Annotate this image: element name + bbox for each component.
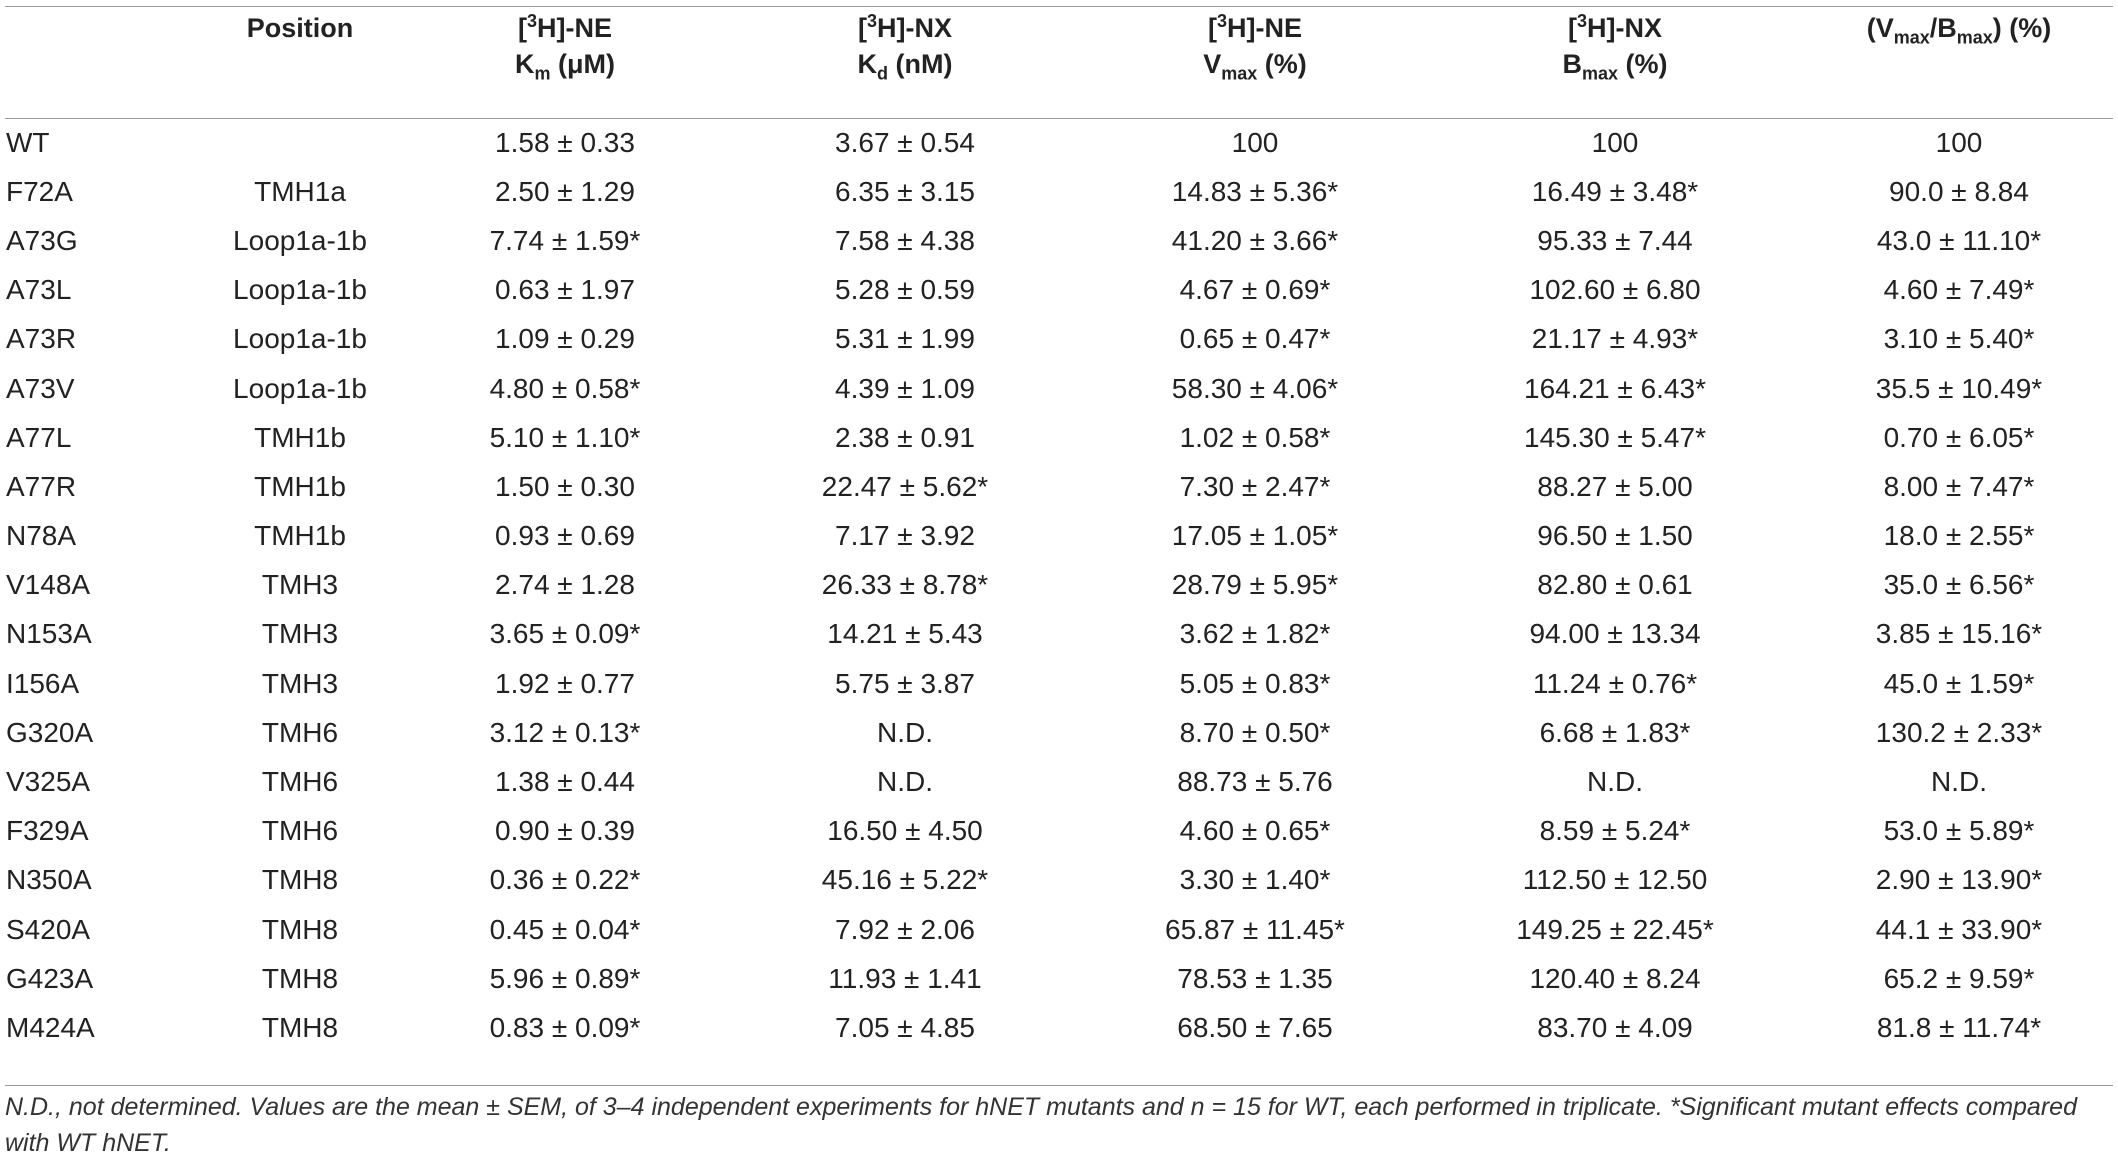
bottom-rule bbox=[5, 1085, 2113, 1086]
ne-vmax-cell: 0.65 ± 0.47* bbox=[1179, 323, 1331, 355]
nx-bmax-cell: 149.25 ± 22.45* bbox=[1516, 913, 1714, 945]
table-row bbox=[0, 905, 2118, 954]
nx-kd-cell: 2.38 ± 0.91 bbox=[835, 421, 975, 453]
nx-bmax-cell: 8.59 ± 5.24* bbox=[1539, 815, 1691, 847]
nx-bmax-cell: 21.17 ± 4.93* bbox=[1531, 323, 1699, 355]
ne-km-cell: 3.12 ± 0.13* bbox=[489, 716, 641, 748]
nx-bmax-cell: 94.00 ± 13.34 bbox=[1529, 618, 1701, 650]
ne-vmax-cell: 17.05 ± 1.05* bbox=[1171, 520, 1339, 552]
nx-kd-cell: 7.92 ± 2.06 bbox=[835, 913, 975, 945]
nx-kd-cell: N.D. bbox=[877, 766, 933, 798]
ne-km-cell: 3.65 ± 0.09* bbox=[489, 618, 641, 650]
nx-bmax-cell: N.D. bbox=[1587, 766, 1643, 798]
header-vmax-bmax-ratio: $(V_{max}/B_{max})$ (%) bbox=[1866, 13, 2052, 48]
ne-km-cell: 0.63 ± 1.97 bbox=[495, 274, 635, 306]
header-nx-bmax: [$^3$H]-NX $B_{max}$ (%) bbox=[1562, 11, 1668, 84]
results-table bbox=[0, 10, 2118, 1053]
mutant-cell: A77L bbox=[6, 421, 72, 453]
ne-km-cell: 2.50 ± 1.29 bbox=[495, 175, 635, 207]
nx-kd-cell: 16.50 ± 4.50 bbox=[827, 815, 983, 847]
ratio-cell: 3.10 ± 5.40* bbox=[1883, 323, 2035, 355]
mutant-cell: I156A bbox=[6, 667, 80, 699]
nx-kd-cell: N.D. bbox=[877, 716, 933, 748]
mutant-cell: A77R bbox=[6, 470, 77, 502]
ne-km-cell: 0.45 ± 0.04* bbox=[489, 913, 641, 945]
nx-kd-cell: 6.35 ± 3.15 bbox=[835, 175, 975, 207]
nx-kd-cell: 7.05 ± 4.85 bbox=[835, 1011, 975, 1043]
table-row bbox=[0, 954, 2118, 1003]
nx-bmax-cell: 11.24 ± 0.76* bbox=[1532, 667, 1698, 699]
position-cell: TMH1b bbox=[254, 421, 346, 453]
ratio-cell: 2.90 ± 13.90* bbox=[1875, 864, 2043, 896]
position-cell: TMH8 bbox=[261, 962, 339, 994]
ratio-cell: 90.0 ± 8.84 bbox=[1889, 175, 2029, 207]
mutant-cell: A73L bbox=[6, 274, 72, 306]
position-cell bbox=[200, 118, 400, 167]
nx-bmax-cell: 16.49 ± 3.48* bbox=[1531, 175, 1699, 207]
ratio-cell: 81.8 ± 11.74* bbox=[1876, 1011, 2042, 1043]
ratio-cell: 65.2 ± 9.59* bbox=[1883, 962, 2035, 994]
table-row bbox=[0, 1003, 2118, 1052]
ne-vmax-cell: 41.20 ± 3.66* bbox=[1171, 224, 1339, 256]
ratio-cell: 45.0 ± 1.59* bbox=[1883, 667, 2035, 699]
position-cell: Loop1a-1b bbox=[233, 323, 367, 355]
ratio-cell: 35.5 ± 10.49* bbox=[1875, 372, 2043, 404]
table-row bbox=[0, 610, 2118, 659]
ne-vmax-cell: 88.73 ± 5.76 bbox=[1177, 766, 1333, 798]
mutant-cell: S420A bbox=[6, 913, 91, 945]
ratio-cell: 43.0 ± 11.10* bbox=[1876, 224, 2042, 256]
ne-vmax-cell: 8.70 ± 0.50* bbox=[1179, 716, 1331, 748]
nx-bmax-cell: 82.80 ± 0.61 bbox=[1537, 569, 1693, 601]
mutant-cell: M424A bbox=[6, 1011, 95, 1043]
ne-vmax-cell: 5.05 ± 0.83* bbox=[1179, 667, 1331, 699]
ne-vmax-cell: 68.50 ± 7.65 bbox=[1177, 1011, 1333, 1043]
ratio-cell: 53.0 ± 5.89* bbox=[1883, 815, 2035, 847]
ne-vmax-cell: 1.02 ± 0.58* bbox=[1179, 421, 1331, 453]
nx-kd-cell: 5.28 ± 0.59 bbox=[835, 274, 975, 306]
ratio-cell: 35.0 ± 6.56* bbox=[1883, 569, 2035, 601]
position-cell: TMH8 bbox=[261, 864, 339, 896]
table-row bbox=[0, 757, 2118, 806]
mutant-cell: N350A bbox=[6, 864, 92, 896]
position-cell: Loop1a-1b bbox=[233, 372, 367, 404]
position-cell: Loop1a-1b bbox=[233, 224, 367, 256]
table-row bbox=[0, 413, 2118, 462]
ne-km-cell: 1.50 ± 0.30 bbox=[495, 470, 635, 502]
position-cell: TMH6 bbox=[261, 716, 339, 748]
table-row bbox=[0, 118, 2118, 167]
ratio-cell: 8.00 ± 7.47* bbox=[1883, 470, 2035, 502]
ne-km-cell: 1.92 ± 0.77 bbox=[495, 667, 635, 699]
table-row bbox=[0, 315, 2118, 364]
position-cell: TMH1a bbox=[254, 175, 346, 207]
header-row bbox=[0, 10, 2118, 118]
header-ne-km: [$^3$H]-NE $K_m$ (μM) bbox=[514, 11, 615, 84]
ne-km-cell: 0.93 ± 0.69 bbox=[495, 520, 635, 552]
nx-kd-cell: 7.58 ± 4.38 bbox=[835, 224, 975, 256]
ne-km-cell: 0.83 ± 0.09* bbox=[489, 1011, 641, 1043]
ratio-cell: 44.1 ± 33.90* bbox=[1875, 913, 2043, 945]
table-row bbox=[0, 216, 2118, 265]
position-cell: TMH8 bbox=[261, 1011, 339, 1043]
nx-bmax-cell: 164.21 ± 6.43* bbox=[1524, 372, 1706, 404]
ne-km-cell: 7.74 ± 1.59* bbox=[489, 224, 641, 256]
mutant-cell: N78A bbox=[6, 520, 77, 552]
ne-km-cell: 4.80 ± 0.58* bbox=[489, 372, 641, 404]
position-cell: TMH3 bbox=[261, 667, 339, 699]
table-row bbox=[0, 708, 2118, 757]
nx-kd-cell: 5.31 ± 1.99 bbox=[835, 323, 975, 355]
mutant-cell: N153A bbox=[6, 618, 92, 650]
mutant-cell: G320A bbox=[6, 716, 94, 748]
ratio-cell: 130.2 ± 2.33* bbox=[1875, 716, 2043, 748]
mutant-cell: A73G bbox=[6, 224, 78, 256]
ratio-cell: 100 bbox=[1935, 126, 1983, 158]
mutant-cell: F329A bbox=[6, 815, 89, 847]
nx-bmax-cell: 145.30 ± 5.47* bbox=[1524, 421, 1706, 453]
ratio-cell: 0.70 ± 6.05* bbox=[1883, 421, 2035, 453]
position-cell: TMH1b bbox=[254, 470, 346, 502]
nx-kd-cell: 14.21 ± 5.43 bbox=[827, 618, 983, 650]
ne-km-cell: 1.58 ± 0.33 bbox=[495, 126, 635, 158]
header-ne-vmax: [$^3$H]-NE $V_{max}$ (%) bbox=[1203, 11, 1307, 84]
ne-vmax-cell: 7.30 ± 2.47* bbox=[1179, 470, 1331, 502]
table-footnote: N.D., not determined. Values are the mean ± SEM, of 3–4 independent experiments for hNET mutants and n = 15 for WT, each performed in triplicate. *Significant mutant effects compared with WT hNET. bbox=[5, 1093, 2077, 1157]
ratio-cell: N.D. bbox=[1931, 766, 1987, 798]
table-body bbox=[0, 118, 2118, 1053]
position-cell: TMH6 bbox=[261, 766, 339, 798]
header-mutant bbox=[0, 10, 200, 118]
mutant-cell: WT bbox=[6, 126, 50, 158]
nx-kd-cell: 22.47 ± 5.62* bbox=[821, 470, 989, 502]
ne-vmax-cell: 58.30 ± 4.06* bbox=[1171, 372, 1339, 404]
ne-km-cell: 5.10 ± 1.10* bbox=[489, 421, 641, 453]
ne-vmax-cell: 3.30 ± 1.40* bbox=[1179, 864, 1331, 896]
mutant-cell: A73R bbox=[6, 323, 77, 355]
mutant-cell: F72A bbox=[6, 175, 73, 207]
nx-kd-cell: 26.33 ± 8.78* bbox=[821, 569, 989, 601]
nx-bmax-cell: 95.33 ± 7.44 bbox=[1537, 224, 1693, 256]
header-nx-kd: [$^3$H]-NX $K_d$ (nM) bbox=[857, 11, 953, 84]
ne-vmax-cell: 14.83 ± 5.36* bbox=[1171, 175, 1339, 207]
nx-kd-cell: 3.67 ± 0.54 bbox=[835, 126, 975, 158]
nx-bmax-cell: 88.27 ± 5.00 bbox=[1537, 470, 1693, 502]
table-row bbox=[0, 512, 2118, 561]
ne-km-cell: 5.96 ± 0.89* bbox=[489, 962, 641, 994]
position-cell: TMH3 bbox=[261, 569, 339, 601]
ratio-cell: 4.60 ± 7.49* bbox=[1883, 274, 2035, 306]
nx-bmax-cell: 96.50 ± 1.50 bbox=[1537, 520, 1693, 552]
table-row bbox=[0, 561, 2118, 610]
nx-kd-cell: 11.93 ± 1.41 bbox=[828, 962, 982, 994]
nx-kd-cell: 5.75 ± 3.87 bbox=[835, 667, 975, 699]
header-position: Position bbox=[246, 13, 354, 43]
nx-bmax-cell: 112.50 ± 12.50 bbox=[1522, 864, 1708, 896]
ne-vmax-cell: 3.62 ± 1.82* bbox=[1179, 618, 1331, 650]
nx-bmax-cell: 102.60 ± 6.80 bbox=[1529, 274, 1701, 306]
nx-bmax-cell: 6.68 ± 1.83* bbox=[1539, 716, 1691, 748]
mutant-cell: A73V bbox=[6, 372, 75, 404]
table-row bbox=[0, 167, 2118, 216]
ratio-cell: 3.85 ± 15.16* bbox=[1875, 618, 2043, 650]
position-cell: TMH3 bbox=[261, 618, 339, 650]
ne-km-cell: 1.09 ± 0.29 bbox=[495, 323, 635, 355]
mutant-cell: G423A bbox=[6, 962, 94, 994]
ne-km-cell: 0.36 ± 0.22* bbox=[489, 864, 641, 896]
table-row bbox=[0, 807, 2118, 856]
table-row bbox=[0, 659, 2118, 708]
position-cell: TMH8 bbox=[261, 913, 339, 945]
ne-vmax-cell: 4.67 ± 0.69* bbox=[1179, 274, 1331, 306]
ne-km-cell: 1.38 ± 0.44 bbox=[495, 766, 635, 798]
nx-bmax-cell: 83.70 ± 4.09 bbox=[1537, 1011, 1693, 1043]
ne-vmax-cell: 28.79 ± 5.95* bbox=[1171, 569, 1339, 601]
table-row bbox=[0, 462, 2118, 511]
table-row bbox=[0, 364, 2118, 413]
nx-kd-cell: 4.39 ± 1.09 bbox=[835, 372, 975, 404]
ne-vmax-cell: 4.60 ± 0.65* bbox=[1179, 815, 1331, 847]
ne-vmax-cell: 65.87 ± 11.45* bbox=[1165, 913, 1345, 945]
ne-km-cell: 2.74 ± 1.28 bbox=[495, 569, 635, 601]
position-cell: TMH1b bbox=[254, 520, 346, 552]
ne-vmax-cell: 78.53 ± 1.35 bbox=[1177, 962, 1333, 994]
table-row bbox=[0, 266, 2118, 315]
position-cell: Loop1a-1b bbox=[233, 274, 367, 306]
ne-vmax-cell: 100 bbox=[1231, 126, 1279, 158]
nx-kd-cell: 7.17 ± 3.92 bbox=[835, 520, 975, 552]
nx-bmax-cell: 100 bbox=[1591, 126, 1639, 158]
nx-kd-cell: 45.16 ± 5.22* bbox=[821, 864, 989, 896]
ratio-cell: 18.0 ± 2.55* bbox=[1883, 520, 2035, 552]
nx-bmax-cell: 120.40 ± 8.24 bbox=[1529, 962, 1701, 994]
ne-km-cell: 0.90 ± 0.39 bbox=[495, 815, 635, 847]
mutant-cell: V325A bbox=[6, 766, 91, 798]
position-cell: TMH6 bbox=[261, 815, 339, 847]
table-row bbox=[0, 856, 2118, 905]
mutant-cell: V148A bbox=[6, 569, 91, 601]
top-rule bbox=[5, 6, 2113, 7]
